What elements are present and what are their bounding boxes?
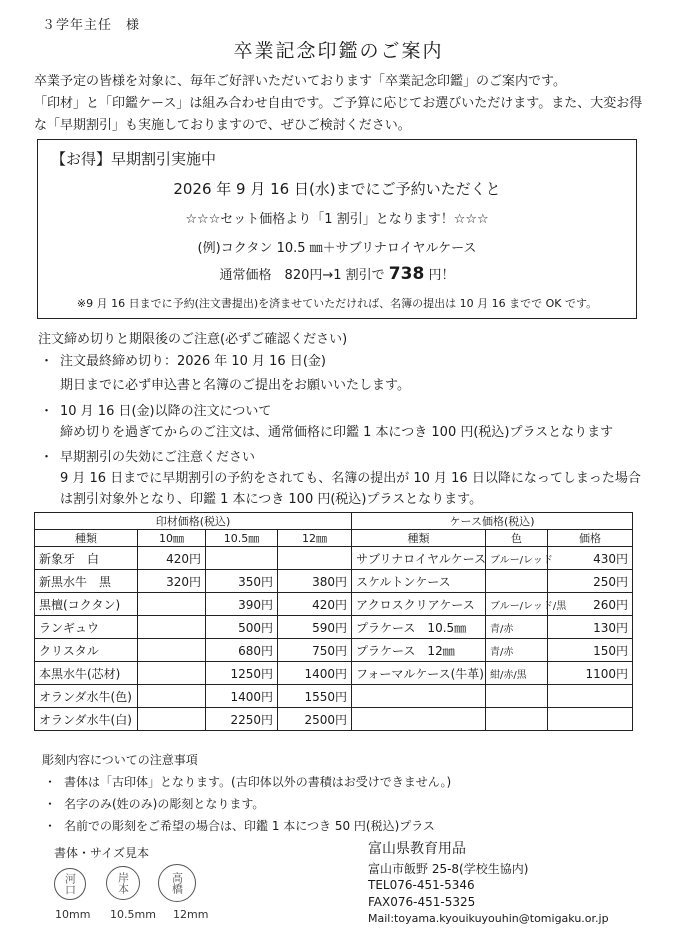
column-header: 色 <box>486 530 548 547</box>
price-12mm: 380円 <box>278 570 352 593</box>
case-color <box>486 685 548 708</box>
company-address: 富山市飯野 25-8(学校生協内) <box>368 862 529 876</box>
price-10-5mm: 1250円 <box>206 662 278 685</box>
promo-price-value: 738 <box>388 264 425 284</box>
engraving-item: 名字のみ(姓のみ)の彫刻となります。 <box>64 797 265 811</box>
page-title: 卒業記念印鑑のご案内 <box>233 40 444 62</box>
promo-price-suffix: 円！ <box>428 268 455 283</box>
size-label: 10.5mm <box>110 908 156 921</box>
case-price: 250円 <box>548 570 633 593</box>
promo-price-prefix: 通常価格 820円→1 割引で <box>219 268 385 283</box>
case-name: プラケース 12㎜ <box>352 639 486 662</box>
engraving-item: 書体は「古印体」となります。(古印体以外の書積はお受けできません。) <box>64 775 452 789</box>
price-12mm <box>278 547 352 570</box>
table-row <box>35 685 633 708</box>
case-name: サブリナロイヤルケース <box>352 547 486 570</box>
seal-sample-10mm: 河口 <box>54 868 86 900</box>
notice-title: 注文締め切りと期限後のご注意(必ずご確認ください) <box>38 332 348 347</box>
case-color: 青/赤 <box>486 616 548 639</box>
case-price: 430円 <box>548 547 633 570</box>
price-10mm <box>138 593 206 616</box>
price-12mm: 420円 <box>278 593 352 616</box>
notice-item-head: 早期割引の失効にご注意ください <box>60 450 256 465</box>
price-12mm: 2500円 <box>278 708 352 731</box>
early-discount-box <box>37 139 637 319</box>
promo-example: (例)コクタン 10.5 ㎜＋サブリナロイヤルケース <box>197 241 477 256</box>
material-name: クリスタル <box>35 639 138 662</box>
price-10mm <box>138 662 206 685</box>
size-label: 12mm <box>173 908 209 921</box>
promo-discount: ☆☆☆セット価格より「1 割引」となります！☆☆☆ <box>185 212 489 227</box>
notice-item-head: 10 月 16 日(金)以降の注文について <box>60 404 272 419</box>
case-color <box>486 570 548 593</box>
column-header: 10.5㎜ <box>206 530 278 547</box>
table-row <box>35 547 633 570</box>
case-name: プラケース 10.5㎜ <box>352 616 486 639</box>
case-color: ブルー/レッド <box>486 547 548 570</box>
bullet-icon: ・ <box>44 797 57 811</box>
case-color: 青/赤 <box>486 639 548 662</box>
table-row <box>35 593 633 616</box>
case-price <box>548 685 633 708</box>
case-name <box>352 708 486 731</box>
material-name: 黒檀(コクタン) <box>35 593 138 616</box>
promo-heading: 【お得】早期割引実施中 <box>51 150 217 168</box>
column-header: 12㎜ <box>278 530 352 547</box>
company-tel: TEL076-451-5346 <box>368 878 475 892</box>
notice-item-body: 9 月 16 日までに早期割引の予約をされても、名簿の提出が 10 月 16 日以降になってしまった場合 <box>60 471 641 486</box>
price-10-5mm <box>206 547 278 570</box>
addressee: ３学年主任 様 <box>42 18 141 33</box>
seal-sample-10-5mm: 岸本 <box>106 866 140 900</box>
case-price: 1100円 <box>548 662 633 685</box>
intro-line: 「印材」と「印鑑ケース」は組み合わせ自由です。ご予算に応じてお選びいただけます。また、大変お得 <box>34 96 643 111</box>
promo-note: ※9 月 16 日までに予約(注文書提出)を済ませていただければ、名簿の提出は 10 月 16 までで OK です。 <box>76 297 598 310</box>
table-row <box>35 662 633 685</box>
case-name <box>352 685 486 708</box>
table-row <box>35 708 633 731</box>
column-header: 価格 <box>548 530 633 547</box>
case-name: スケルトンケース <box>352 570 486 593</box>
intro-line: 卒業予定の皆様を対象に、毎年ご好評いただいております「卒業記念印鑑」のご案内です。 <box>34 74 566 89</box>
samples-title: 書体・サイズ見本 <box>54 846 150 860</box>
case-price: 260円 <box>548 593 633 616</box>
material-price-title: 印材価格(税込) <box>35 513 352 530</box>
price-10-5mm: 390円 <box>206 593 278 616</box>
column-header: 種類 <box>352 530 486 547</box>
price-table <box>34 512 633 731</box>
case-name: アクロスクリアケース <box>352 593 486 616</box>
bullet-icon: ・ <box>40 354 54 369</box>
notice-item-head: 注文最終締め切り：2026 年 10 月 16 日(金) <box>60 354 326 369</box>
material-name: オランダ水牛(白) <box>35 708 138 731</box>
column-header: 10㎜ <box>138 530 206 547</box>
promo-price <box>38 264 636 284</box>
material-name: 本黒水牛(芯材) <box>35 662 138 685</box>
table-row <box>35 639 633 662</box>
price-12mm: 1550円 <box>278 685 352 708</box>
bullet-icon: ・ <box>44 819 57 833</box>
material-name: 新黒水牛 黒 <box>35 570 138 593</box>
price-rows <box>35 547 633 731</box>
seal-sample-12mm: 高橋 <box>158 864 196 902</box>
bullet-icon: ・ <box>40 450 54 465</box>
case-price: 130円 <box>548 616 633 639</box>
price-10mm: 320円 <box>138 570 206 593</box>
price-10-5mm: 350円 <box>206 570 278 593</box>
material-name: 新象牙 白 <box>35 547 138 570</box>
case-color: ブルー/レッド/黒 <box>486 593 548 616</box>
company-name: 富山県教育用品 <box>368 841 466 857</box>
engraving-title: 彫刻内容についての注意事項 <box>42 753 198 767</box>
price-10-5mm: 1400円 <box>206 685 278 708</box>
intro-line: な「早期割引」も実施しておりますので、ぜひご検討ください。 <box>34 118 411 133</box>
company-fax: FAX076-451-5325 <box>368 895 476 909</box>
company-email[interactable]: Mail:toyama.kyouikuyouhin@tomigaku.or.jp <box>368 912 609 925</box>
case-name: フォーマルケース(牛革) <box>352 662 486 685</box>
notice-item-body: 期日までに必ず申込書と名簿のご提出をお願いいたします。 <box>60 378 410 393</box>
case-price-title: ケース価格(税込) <box>352 513 633 530</box>
promo-deadline: 2026 年 9 月 16 日(水)までにご予約いただくと <box>173 180 501 198</box>
price-10mm <box>138 708 206 731</box>
price-10mm <box>138 616 206 639</box>
price-10mm <box>138 639 206 662</box>
price-10-5mm: 680円 <box>206 639 278 662</box>
price-10-5mm: 2250円 <box>206 708 278 731</box>
case-price: 150円 <box>548 639 633 662</box>
case-color: 紺/赤/黒 <box>486 662 548 685</box>
bullet-icon: ・ <box>44 775 57 789</box>
price-10-5mm: 500円 <box>206 616 278 639</box>
price-12mm: 750円 <box>278 639 352 662</box>
bullet-icon: ・ <box>40 404 54 419</box>
price-12mm: 1400円 <box>278 662 352 685</box>
table-row <box>35 570 633 593</box>
material-name: オランダ水牛(色) <box>35 685 138 708</box>
table-row <box>35 616 633 639</box>
case-price <box>548 708 633 731</box>
size-label: 10mm <box>55 908 91 921</box>
column-header: 種類 <box>35 530 138 547</box>
case-color <box>486 708 548 731</box>
notice-item-body: 締め切りを過ぎてからのご注文は、通常価格に印鑑 1 本につき 100 円(税込)プラスとなります <box>60 425 614 440</box>
price-10mm <box>138 685 206 708</box>
engraving-item: 名前での彫刻をご希望の場合は、印鑑 1 本につき 50 円(税込)プラス <box>64 819 435 833</box>
price-12mm: 590円 <box>278 616 352 639</box>
material-name: ランギュウ <box>35 616 138 639</box>
notice-item-body: は割引対象外となり、印鑑 1 本につき 100 円(税込)プラスとなります。 <box>60 492 483 507</box>
price-10mm: 420円 <box>138 547 206 570</box>
